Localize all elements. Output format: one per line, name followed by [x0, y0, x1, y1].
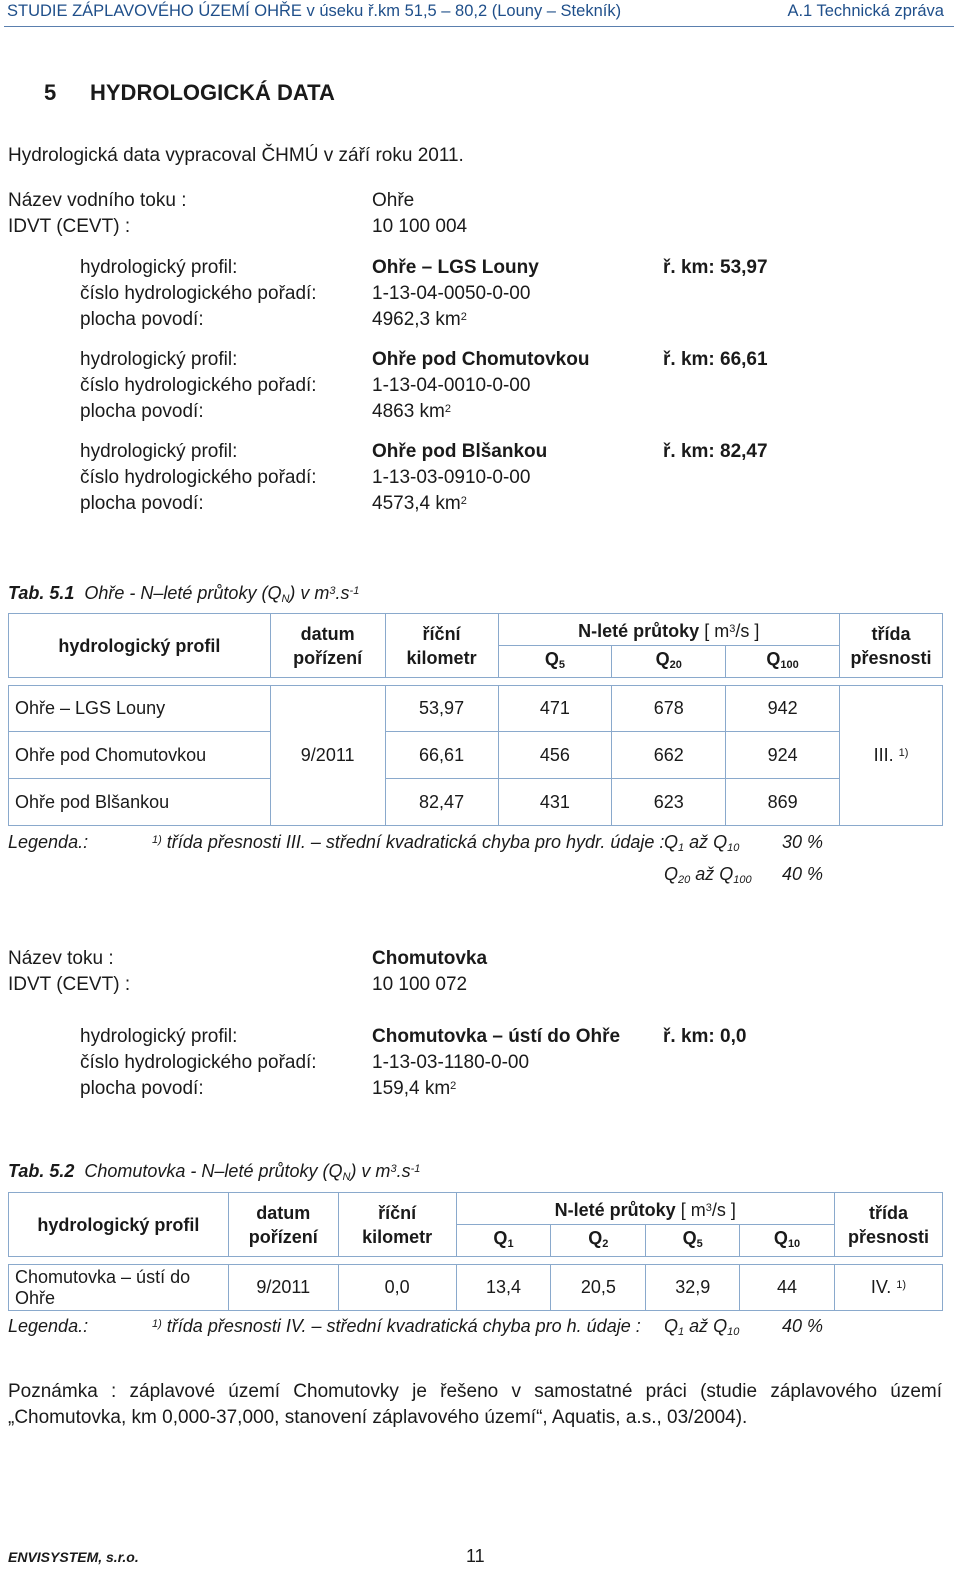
area-label: plocha povodí:: [80, 493, 204, 514]
col-header-n-flows: N-leté průtoky [ $m^3/s$ ]: [498, 614, 839, 646]
col-header-km: říční kilometr: [385, 614, 498, 678]
section-title: HYDROLOGICKÁ DATA: [90, 80, 335, 105]
cell-q: 431: [498, 779, 612, 826]
note-line-1: Poznámka : záplavové území Chomutovky je řešeno v samostatné práci (studie záplavového území: [8, 1381, 942, 1402]
order-label: číslo hydrologického pořadí:: [80, 467, 317, 488]
header-rule: [4, 26, 954, 27]
note-line-2: „Chomutovka, km 0,000-37,000, stanovení záplavového území“, Aquatis, a.s., 03/2004).: [8, 1407, 748, 1428]
order-label: číslo hydrologického pořadí:: [80, 1052, 317, 1073]
idvt-label: IDVT (CEVT) :: [8, 216, 131, 237]
legend-label: Legenda.:: [8, 1316, 89, 1336]
col-header-n-flows: N-leté průtoky [ $m^3/s$ ]: [456, 1193, 834, 1225]
legend-value: 40 %: [782, 864, 824, 884]
table-row: [9, 1265, 943, 1311]
legend-range: $Q_{20}$ až $Q_{100}$: [664, 864, 752, 886]
profile-label: hydrologický profil:: [80, 441, 238, 462]
order-value: 1-13-04-0050-0-00: [372, 283, 531, 304]
legend-value: 40 %: [782, 1316, 824, 1336]
river-name-label: Název vodního toku :: [8, 190, 187, 211]
col-header-q: $Q_5$: [498, 646, 612, 678]
header-doc-type: A.1 Technická zpráva: [787, 2, 944, 20]
col-header-q: $Q_{100}$: [726, 646, 840, 678]
col-header-class: třída přesnosti: [834, 1193, 942, 1257]
table-row: [9, 732, 943, 779]
col-header-q: $Q_2$: [551, 1225, 646, 1257]
order-value: 1-13-03-0910-0-00: [372, 467, 531, 488]
flow-table-ohre: [8, 613, 943, 826]
order-label: číslo hydrologického pořadí:: [80, 375, 317, 396]
area-value: 159,4 $km^2$: [372, 1078, 457, 1099]
profile-label: hydrologický profil:: [80, 257, 238, 278]
col-header-q: $Q_5$: [646, 1225, 740, 1257]
flow-table-chomutovka: [8, 1192, 943, 1311]
table-spacer: [9, 678, 943, 686]
cell-q: 662: [612, 732, 726, 779]
table-spacer: [9, 1257, 943, 1265]
order-value: 1-13-03-1180-0-00: [372, 1052, 530, 1073]
profile-name: Ohře – LGS Louny: [372, 257, 539, 278]
col-header-date: datum pořízení: [228, 1193, 338, 1257]
profile-name: Ohře pod Blšankou: [372, 441, 548, 462]
area-label: plocha povodí:: [80, 1078, 204, 1099]
idvt-value: 10 100 004: [372, 216, 468, 237]
cell-km: 0,0: [338, 1265, 456, 1311]
profile-km: ř. km: 0,0: [663, 1026, 747, 1047]
profile-km: ř. km: 53,97: [663, 257, 768, 278]
cell-q: 13,4: [456, 1265, 551, 1311]
cell-km: 82,47: [385, 779, 498, 826]
river-name-value: Chomutovka: [372, 948, 488, 969]
cell-profile: Ohře pod Blšankou: [9, 779, 271, 826]
intro-text: Hydrologická data vypracoval ČHMÚ v září roku 2011.: [8, 145, 464, 166]
profile-name: Chomutovka – ústí do Ohře: [372, 1026, 621, 1047]
idvt-value: 10 100 072: [372, 974, 468, 995]
cell-profile: Chomutovka – ústí do Ohře: [9, 1265, 229, 1311]
area-label: plocha povodí:: [80, 401, 204, 422]
legend-range: $Q_1$ až $Q_{10}$: [664, 1316, 740, 1338]
section-number: 5: [44, 80, 57, 105]
cell-q: 924: [726, 732, 840, 779]
cell-class: IV. $^{1)}$: [834, 1265, 942, 1311]
area-value: 4863 $km^2$: [372, 401, 451, 422]
legend-value: 30 %: [782, 832, 824, 852]
col-header-class: třída přesnosti: [840, 614, 943, 678]
profile-label: hydrologický profil:: [80, 1026, 238, 1047]
cell-q: 623: [612, 779, 726, 826]
cell-profile: Ohře – LGS Louny: [9, 686, 271, 732]
cell-class: III. $^{1)}$: [840, 686, 943, 826]
col-header-date: datum pořízení: [270, 614, 385, 678]
cell-q: 942: [726, 686, 840, 732]
cell-q: 471: [498, 686, 612, 732]
legend-text: $^{1)}$ třída přesnosti IV. – střední kvadratická chyba pro h. údaje :: [152, 1316, 641, 1336]
cell-q: 869: [726, 779, 840, 826]
cell-km: 66,61: [385, 732, 498, 779]
table-row: [9, 779, 943, 826]
legend-label: Legenda.:: [8, 832, 89, 852]
col-header-q: $Q_{10}$: [740, 1225, 835, 1257]
area-value: 4962,3 $km^2$: [372, 309, 467, 330]
area-label: plocha povodí:: [80, 309, 204, 330]
legend-range: $Q_1$ až $Q_{10}$: [664, 832, 740, 854]
cell-q: 44: [740, 1265, 835, 1311]
col-header-km: říční kilometr: [338, 1193, 456, 1257]
profile-name: Ohře pod Chomutovkou: [372, 349, 590, 370]
cell-date: 9/2011: [270, 686, 385, 826]
table-caption: Tab. 5.2 Chomutovka - N–leté průtoky $(Q_N)$ v $m^3.s^{-1}$: [8, 1161, 421, 1183]
page-number: 11: [466, 1546, 485, 1566]
cell-q: 456: [498, 732, 612, 779]
cell-q: 32,9: [646, 1265, 740, 1311]
order-label: číslo hydrologického pořadí:: [80, 283, 317, 304]
col-header-q: $Q_1$: [456, 1225, 551, 1257]
footer-company: ENVISYSTEM, s.r.o.: [8, 1549, 139, 1565]
cell-profile: Ohře pod Chomutovkou: [9, 732, 271, 779]
profile-label: hydrologický profil:: [80, 349, 238, 370]
table-caption: Tab. 5.1 Ohře - N–leté průtoky $(Q_N)$ v $m^3.s^{-1}$: [8, 583, 360, 605]
legend-text: $^{1)}$ třída přesnosti III. – střední kvadratická chyba pro hydr. údaje :: [152, 832, 665, 852]
profile-km: ř. km: 82,47: [663, 441, 768, 462]
table-row: [9, 686, 943, 732]
cell-km: 53,97: [385, 686, 498, 732]
area-value: 4573,4 $km^2$: [372, 493, 467, 514]
col-header-q: $Q_{20}$: [612, 646, 726, 678]
river-name-label: Název toku :: [8, 948, 114, 969]
order-value: 1-13-04-0010-0-00: [372, 375, 531, 396]
cell-q: 20,5: [551, 1265, 646, 1311]
cell-q: 678: [612, 686, 726, 732]
cell-date: 9/2011: [228, 1265, 338, 1311]
idvt-label: IDVT (CEVT) :: [8, 974, 131, 995]
river-name-value: Ohře: [372, 190, 415, 211]
col-header-profile: hydrologický profil: [9, 614, 271, 678]
profile-km: ř. km: 66,61: [663, 349, 768, 370]
header-title: STUDIE ZÁPLAVOVÉHO ÚZEMÍ OHŘE v úseku ř.km 51,5 – 80,2 (Louny – Stekník): [7, 2, 622, 20]
col-header-profile: hydrologický profil: [9, 1193, 229, 1257]
